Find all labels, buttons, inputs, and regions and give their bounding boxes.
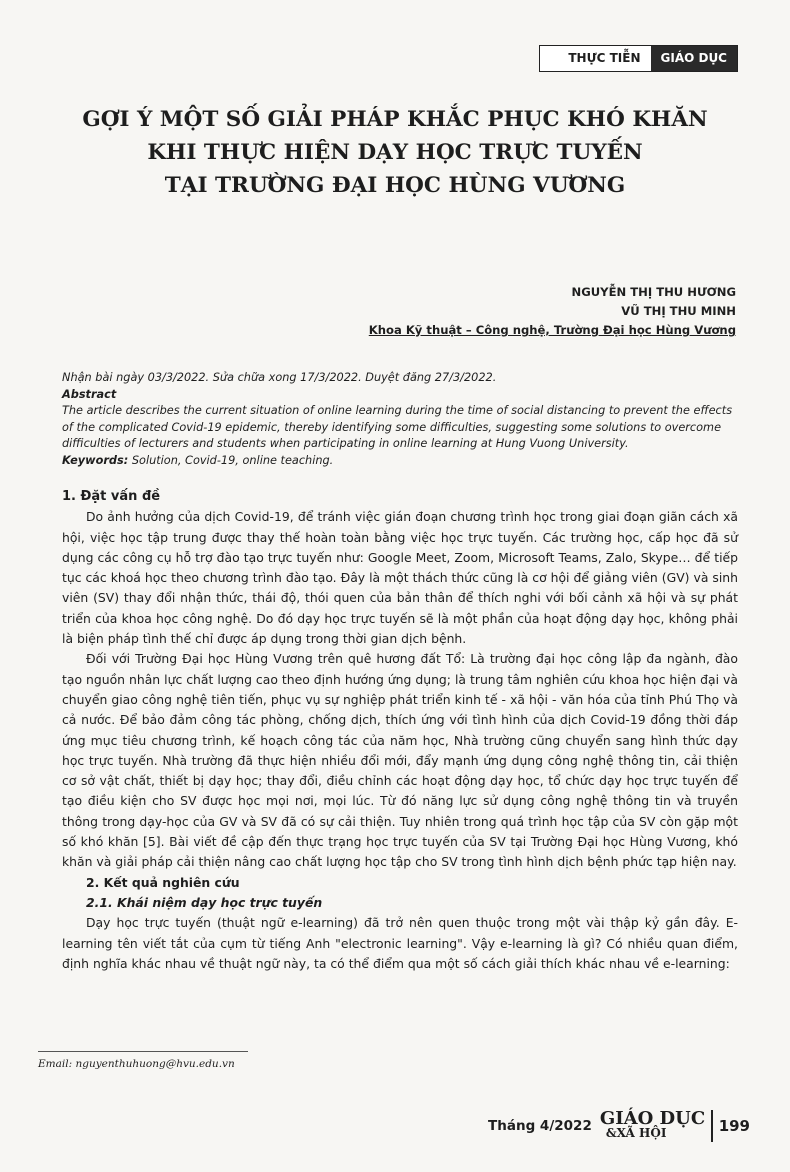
section-tag-primary: THỰC TIỄN <box>540 46 650 71</box>
title-line: GỢI Ý MỘT SỐ GIẢI PHÁP KHẮC PHỤC KHÓ KHĂN <box>82 107 708 132</box>
article-title <box>50 103 740 202</box>
journal-logo-line1: GIÁO DỤC <box>599 1108 706 1129</box>
author-block <box>369 283 736 340</box>
page-number: 199 <box>718 1117 750 1135</box>
author-name: NGUYỄN THỊ THU HƯƠNG <box>571 285 736 299</box>
issue-month: Tháng 4/2022 <box>488 1118 592 1134</box>
article-meta <box>62 370 738 469</box>
abstract-text: The article describes the current situation of online learning during the time of social distancing to prevent the effects of the complicated Covid-19 epidemic, thereby identifying some difficulties, suggesting some solutions to overcome difficulties of lecturers and students when participating in online learning at Hung Vuong University. <box>62 404 733 450</box>
footnote-email: Email: nguyenthuhuong@hvu.edu.vn <box>38 1058 235 1070</box>
section-heading: 1. Đặt vấn đề <box>62 489 161 504</box>
section-tag-secondary: GIÁO DỤC <box>651 46 738 71</box>
keywords-line <box>62 453 738 470</box>
footnote-divider <box>38 1051 248 1052</box>
paragraph: Do ảnh hưởng của dịch Covid-19, để tránh việc gián đoạn chương trình học trong giai đoạn giãn cách xã hội, việc học tập trung được thay thế hoàn toàn bằng việc học trực tuyến. Các trường học, cấp học đã sử dụng các công cụ hỗ trợ đào tạo trực tuyến như: Google Meet, Zoom, Microsoft Teams, Zalo, Skype… để tiếp tục các khoá học theo chương trình đào tạo. Đây là một thách thức cũng là cơ hội để giảng viên (GV) và sinh viên (SV) thay đổi nhận thức, thái độ, thói quen của bản thân để thích nghi với bối cảnh xã hội và sự phát triển của khoa học công nghệ. Do đó dạy học trực tuyến sẽ là một phần của hoạt động dạy học, không phải là biện pháp tình thế chỉ được áp dụng trong thời gian dịch bệnh. <box>62 509 738 647</box>
received-dates: Nhận bài ngày 03/3/2022. Sửa chữa xong 17/3/2022. Duyệt đăng 27/3/2022. <box>62 371 497 384</box>
abstract-label: Abstract <box>62 387 117 401</box>
title-line: TẠI TRƯỜNG ĐẠI HỌC HÙNG VƯƠNG <box>164 173 626 198</box>
keywords-label: Keywords: <box>62 453 129 467</box>
section-tag <box>539 45 738 72</box>
article-body <box>62 487 738 974</box>
paragraph: Dạy học trực tuyến (thuật ngữ e-learning) đã trở nên quen thuộc trong một vài thập kỷ gần đây. E-learning tên viết tắt của cụm từ tiếng Anh "electronic learning". Vậy e-learning là gì? Có nhiều quan điểm, định nghĩa khác nhau về thuật ngữ này, ta có thể điểm qua một số cách giải thích khác nhau về e-learning: <box>62 915 738 971</box>
keywords-text: Solution, Covid-19, online teaching. <box>128 453 334 467</box>
footer-divider <box>711 1110 713 1142</box>
affiliation: Khoa Kỹ thuật – Công nghệ, Trường Đại học Hùng Vương <box>368 323 736 337</box>
journal-logo-line2: &XÃ HỘI <box>605 1126 667 1140</box>
journal-logo <box>599 1108 706 1141</box>
paragraph: Đối với Trường Đại học Hùng Vương trên quê hương đất Tổ: Là trường đại học công lập đa ngành, đào tạo nguồn nhân lực chất lượng cao theo định hướng ứng dụng; là trung tâm nghiên cứu khoa học hiện đại và chuyển giao công nghệ tiên tiến, phục vụ sự nghiệp phát triển kinh tế - xã hội - văn hóa của tỉnh Phú Thọ và cả nước. Để bảo đảm công tác phòng, chống dịch, thích ứng với tình hình của dịch Covid-19 đồng thời đáp ứng mục tiêu chương trình, kế hoạch công tác của năm học, Nhà trường cũng chuyển sang hình thức dạy học trực tuyến. Nhà trường đã thực hiện nhiều đổi mới, đẩy mạnh ứng dụng công nghệ thông tin, cải thiện cơ sở vật chất, thiết bị dạy học; thay đổi, điều chỉnh các hoạt động dạy học, tổ chức dạy học trực tuyến để tạo điều kiện cho SV được học mọi nơi, mọi lúc. Từ đó năng lực sử dụng công nghệ thông tin và truyền thông trong dạy-học của GV và SV đã có sự cải thiện. Tuy nhiên trong quá trình học tập của SV còn gặp một số khó khăn [5]. Bài viết đề cập đến thực trạng học trực tuyến của SV tại Trường Đại học Hùng Vương, khó khăn và giải pháp cải thiện nâng cao chất lượng học tập cho SV trong tình hình dịch bệnh phức tạp hiện nay. <box>62 651 738 870</box>
page-footer <box>488 1110 750 1142</box>
title-line: KHI THỰC HIỆN DẠY HỌC TRỰC TUYẾN <box>147 140 643 165</box>
section-heading: 2. Kết quả nghiên cứu <box>86 874 240 890</box>
author-name: VŨ THỊ THU MINH <box>621 304 736 318</box>
subsection-heading: 2.1. Khái niệm dạy học trực tuyến <box>86 894 323 910</box>
